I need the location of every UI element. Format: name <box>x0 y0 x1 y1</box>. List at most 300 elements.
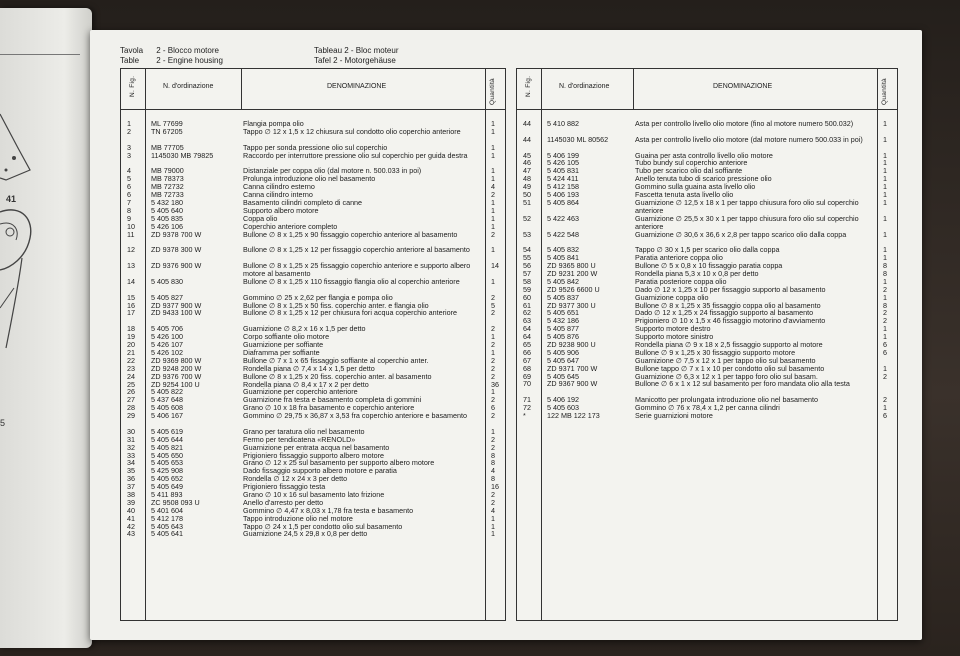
part-description: Prigioniero ∅ 10 x 1,5 x 46 fissaggio motorino d'avviamento <box>635 316 826 326</box>
order-number: 5 426 107 <box>151 340 183 350</box>
quantity: 1 <box>883 190 887 200</box>
order-number: MB 79000 <box>151 166 184 176</box>
parts-rows-right <box>517 120 897 420</box>
page-rule <box>0 54 80 55</box>
header-left <box>120 46 223 66</box>
part-description: Guarnizione ∅ 6,3 x 12 x 1 per tappo foro olio sul basam. <box>635 371 818 381</box>
quantity: 1 <box>491 347 495 357</box>
order-number: 5 405 837 <box>547 292 579 302</box>
quantity: 1 <box>883 332 887 342</box>
fig-number: 70 <box>523 379 531 389</box>
order-number: 5 405 706 <box>151 324 183 334</box>
part-description: Bullone ∅ 8 x 1,25 x 50 fiss. coperchio anter. e flangia olio <box>243 300 429 310</box>
col-header-qty: Quantità <box>881 78 888 105</box>
quantity: 1 <box>491 387 495 397</box>
quantity: 2 <box>491 363 495 373</box>
fig-number: 49 <box>523 182 531 192</box>
part-description: Bullone ∅ 9 x 1,25 x 30 fissaggio supporto motore <box>635 347 796 357</box>
quantity: 2 <box>883 371 887 381</box>
fig-number: 43 <box>127 529 135 539</box>
fig-number: 56 <box>523 261 531 271</box>
fig-number: 54 <box>523 245 531 255</box>
quantity: 1 <box>491 150 495 160</box>
quantity: 1 <box>491 332 495 342</box>
fig-number: 63 <box>523 316 531 326</box>
order-number: MB 78373 <box>151 174 184 184</box>
quantity: 1 <box>883 119 887 128</box>
quantity: 1 <box>491 126 495 136</box>
column-headers <box>517 69 897 110</box>
table-row <box>517 120 897 136</box>
quantity: 1 <box>491 174 495 184</box>
table-row <box>121 530 505 538</box>
quantity: 6 <box>883 340 887 350</box>
part-description: Diaframma per soffiante <box>243 347 320 357</box>
part-description: Guarnizione 24,5 x 29,8 x 0,8 per detto <box>243 529 368 539</box>
order-number: ZD 9378 300 W <box>151 245 202 255</box>
quantity: 16 <box>491 482 499 492</box>
part-description: Bullone ∅ 8 x 1,25 x 12 per fissaggio coperchio anteriore al basamento <box>243 245 470 255</box>
fig-number: 3 <box>127 150 131 160</box>
part-description: Rondella piana ∅ 7,4 x 14 x 1,5 per detto <box>243 363 375 373</box>
order-number: 5 432 186 <box>547 316 579 326</box>
fig-number: 24 <box>127 371 135 381</box>
order-number: 5 412 158 <box>547 182 579 192</box>
part-description: Anello d'arresto per detto <box>243 497 324 507</box>
quantity: 8 <box>883 300 887 310</box>
quantity: 1 <box>491 119 495 128</box>
quantity: 1 <box>491 245 495 255</box>
part-description: Bullone ∅ 8 x 1,25 x 90 fissaggio coperchio anteriore al basamento <box>243 229 458 239</box>
fig-number: 32 <box>127 442 135 452</box>
fig-number: 14 <box>127 276 135 286</box>
fig-number: 45 <box>523 150 531 160</box>
order-number: 5 405 653 <box>151 458 183 468</box>
order-number: 5 405 647 <box>547 355 579 365</box>
header-title-fr: Tableau 2 - Bloc moteur <box>314 46 399 55</box>
fig-number: 12 <box>127 245 135 255</box>
part-description: Anello tenuta tubo di scarico pressione olio <box>635 174 772 184</box>
fig-number: 22 <box>127 355 135 365</box>
part-description: Supporto motore sinistro <box>635 332 714 342</box>
order-number: 5 405 641 <box>151 529 183 539</box>
fig-number: 68 <box>523 363 531 373</box>
fig-number: 6 <box>127 190 131 200</box>
part-description: Tubo bundy sul coperchio anteriore <box>635 158 748 168</box>
header-title-2: 2 - Engine housing <box>156 56 223 65</box>
fig-number: 57 <box>523 269 531 278</box>
table-row <box>121 231 505 247</box>
part-description: Coperchio anteriore completo <box>243 221 338 231</box>
quantity: 1 <box>883 324 887 334</box>
header-title-1: 2 - Blocco motore <box>156 46 219 55</box>
quantity: 2 <box>883 284 887 294</box>
order-number: 5 405 643 <box>151 521 183 531</box>
quantity: 2 <box>491 411 495 421</box>
part-description: Grano ∅ 10 x 18 fra basamento e coperchio anteriore <box>243 403 415 413</box>
part-description: Guaina per asta controllo livello olio motore <box>635 150 773 160</box>
fig-number: 39 <box>127 497 135 507</box>
fig-number: 64 <box>523 332 531 342</box>
part-description: Grano per taratura olio nel basamento <box>243 426 365 436</box>
order-number: 5 405 835 <box>151 213 183 223</box>
quantity: 1 <box>883 363 887 373</box>
fig-number: 27 <box>127 395 135 405</box>
fig-number: 51 <box>523 197 531 207</box>
quantity: 8 <box>883 261 887 271</box>
order-number: ZD 9377 300 U <box>547 300 596 310</box>
col-header-name: DENOMINAZIONE <box>327 83 387 90</box>
fig-number: 40 <box>127 505 135 515</box>
part-description: Gommino ∅ 29,75 x 36,87 x 3,53 fra coperchio anteriore e basamento <box>243 411 468 421</box>
fig-number: 61 <box>523 300 531 310</box>
fig-number: 7 <box>127 197 131 207</box>
fig-number: 41 <box>127 513 135 523</box>
quantity: 5 <box>491 300 495 310</box>
order-number: ZD 9231 200 W <box>547 269 598 278</box>
order-number: 5 405 906 <box>547 347 579 357</box>
part-description: Supporto albero motore <box>243 205 319 215</box>
part-description: Fascetta tenuta asta livello olio <box>635 190 734 200</box>
part-description: Manicotto per prolungata introduzione olio nel basamento <box>635 395 819 405</box>
fig-number: 16 <box>127 300 135 310</box>
part-description: Guarnizione ∅ 7,5 x 12 x 1 per tappo olio sul basamento <box>635 355 816 365</box>
header-title-de: Tafel 2 - Motorgehäuse <box>314 56 396 65</box>
header-right <box>314 46 399 66</box>
quantity: 8 <box>883 269 887 278</box>
part-description: Gommino ∅ 25 x 2,62 per flangia e pompa olio <box>243 292 393 302</box>
part-description: Rondella piana 5,3 x 10 x 0,8 per detto <box>635 269 759 278</box>
part-description: Bullone ∅ 8 x 1,25 x 20 fiss. coperchio anter. al basamento <box>243 371 432 381</box>
quantity: 1 <box>491 142 495 152</box>
part-description: Dado ∅ 12 x 1,25 x 24 fissaggio supporto al basamento <box>635 308 814 318</box>
column-headers <box>121 69 505 110</box>
order-number: 5 412 178 <box>151 513 183 523</box>
quantity: 1 <box>883 197 887 207</box>
part-description: Rondella piana ∅ 8,4 x 17 x 2 per detto <box>243 379 369 389</box>
table-row <box>517 380 897 396</box>
part-description: Rondella ∅ 12 x 24 x 3 per detto <box>243 474 348 484</box>
fig-number: 71 <box>523 395 531 405</box>
order-number: MB 72732 <box>151 182 184 192</box>
order-number: 5 401 604 <box>151 505 183 515</box>
part-description: Distanziale per coppa olio (dal motore n. 500.033 in poi) <box>243 166 422 176</box>
part-description: Paratia anteriore coppa olio <box>635 253 723 263</box>
quantity: 4 <box>491 466 495 476</box>
fig-number: 30 <box>127 426 135 436</box>
fig-number: 66 <box>523 347 531 357</box>
order-number: 5 405 822 <box>151 387 183 397</box>
fig-number: 28 <box>127 403 135 413</box>
figure-number-label-2: 5 <box>0 418 6 428</box>
fig-number: 3 <box>127 142 131 152</box>
order-number: 5 405 649 <box>151 482 183 492</box>
order-number: 5 426 106 <box>151 221 183 231</box>
quantity: 36 <box>491 379 499 389</box>
order-number: ZD 9367 900 W <box>547 379 598 389</box>
header-label-1: Tavola <box>120 46 144 55</box>
order-number: 5 422 548 <box>547 229 579 239</box>
fig-number: 62 <box>523 308 531 318</box>
order-number: 5 411 893 <box>151 489 183 499</box>
quantity: 1 <box>883 292 887 302</box>
order-number: 122 MB 122 173 <box>547 411 600 421</box>
fig-number: 58 <box>523 276 531 286</box>
parts-table-left <box>120 68 506 621</box>
part-description: Serie guarnizioni motore <box>635 411 713 421</box>
fig-number: 31 <box>127 434 135 444</box>
part-description: Guarnizione per coperchio anteriore <box>243 387 358 397</box>
part-description: Guarnizione ∅ 25,5 x 30 x 1 per tappo chiusura foro olio sul coperchio anteriore <box>635 213 859 231</box>
part-description: Bullone ∅ 6 x 1 x 12 sul basamento per foro mandata olio alla testa <box>635 379 850 389</box>
fig-number: 50 <box>523 190 531 200</box>
fig-number: 60 <box>523 292 531 302</box>
part-description: Asta per controllo livello olio motore (fino al motore numero 500.032) <box>635 119 854 128</box>
fig-number: 11 <box>127 229 135 239</box>
fig-number: 55 <box>523 253 531 263</box>
parts-catalog-page <box>90 30 922 640</box>
order-number: 5 405 842 <box>547 276 579 286</box>
part-description: Gommino ∅ 76 x 78,4 x 1,2 per canna cilindri <box>635 403 780 413</box>
quantity: 1 <box>491 276 495 286</box>
col-header-order: N. d'ordinazione <box>559 83 610 90</box>
table-row <box>121 278 505 294</box>
order-number: ZD 9238 900 U <box>547 340 596 350</box>
order-number: TN 67205 <box>151 126 183 136</box>
order-number: ML 77699 <box>151 119 183 128</box>
order-number: 5 422 463 <box>547 213 579 223</box>
quantity: 1 <box>883 158 887 168</box>
part-description: Canna cilindro interno <box>243 190 313 200</box>
fig-number: 25 <box>127 379 135 389</box>
fig-number: * <box>523 411 526 421</box>
part-description: Flangia pompa olio <box>243 119 304 128</box>
part-description: Supporto motore destro <box>635 324 711 334</box>
quantity: 1 <box>883 229 887 239</box>
order-number: 5 405 619 <box>151 426 183 436</box>
part-description: Tappo per sonda pressione olio sul coperchio <box>243 142 388 152</box>
quantity: 4 <box>491 505 495 515</box>
fig-number: 52 <box>523 213 531 223</box>
table-row <box>517 231 897 247</box>
part-description: Bullone tappo ∅ 7 x 1 x 10 per condotto olio sul basamento <box>635 363 825 373</box>
order-number: 5 410 882 <box>547 119 579 128</box>
quantity: 2 <box>883 308 887 318</box>
part-description: Bullone ∅ 8 x 1,25 x 110 fissaggio flangia olio al coperchio anteriore <box>243 276 460 286</box>
exploded-view-fragment <box>0 108 40 368</box>
part-description: Grano ∅ 12 x 25 sul basamento per supporto albero motore <box>243 458 435 468</box>
parts-rows-left <box>121 120 505 538</box>
quantity: 2 <box>491 340 495 350</box>
quantity: 1 <box>491 521 495 531</box>
part-description: Bullone ∅ 8 x 1,25 x 25 fissaggio coperchio anteriore e supporto albero motore al basamento <box>243 261 471 278</box>
fig-number: 20 <box>127 340 135 350</box>
fig-number: 21 <box>127 347 135 357</box>
table-row <box>121 246 505 262</box>
order-number: 5 425 908 <box>151 466 183 476</box>
quantity: 1 <box>883 403 887 413</box>
order-number: ZD 9365 800 U <box>547 261 596 271</box>
header-label-2: Table <box>120 56 140 65</box>
quantity: 2 <box>491 497 495 507</box>
fig-number: 67 <box>523 355 531 365</box>
col-header-name: DENOMINAZIONE <box>713 83 773 90</box>
order-number: ZD 9376 900 W <box>151 261 202 271</box>
part-description: Corpo soffiante olio motore <box>243 332 330 342</box>
part-description: Dado ∅ 12 x 1,25 x 10 per fissaggio supporto al basamento <box>635 284 826 294</box>
fig-number: 44 <box>523 119 531 128</box>
part-description: Dado fissaggio supporto albero motore e paratia <box>243 466 397 476</box>
part-description: Guarnizione coppa olio <box>635 292 709 302</box>
part-description: Guarnizione ∅ 8,2 x 16 x 1,5 per detto <box>243 324 366 334</box>
order-number: 5 405 645 <box>547 371 579 381</box>
order-number: 5 405 841 <box>547 253 579 263</box>
fig-number: 72 <box>523 403 531 413</box>
order-number: 5 405 650 <box>151 450 183 460</box>
order-number: ZD 9526 6600 U <box>547 284 600 294</box>
quantity: 1 <box>883 213 887 223</box>
fig-number: 26 <box>127 387 135 397</box>
fig-number: 9 <box>127 213 131 223</box>
part-description: Tappo introduzione olio nel motore <box>243 513 353 523</box>
fig-number: 6 <box>127 182 131 192</box>
part-description: Prigioniero fissaggio supporto albero motore <box>243 450 385 460</box>
order-number: 5 405 603 <box>547 403 579 413</box>
quantity: 1 <box>491 205 495 215</box>
quantity: 6 <box>883 347 887 357</box>
part-description: Grano ∅ 10 x 16 sul basamento lato frizione <box>243 489 385 499</box>
quantity: 2 <box>883 316 887 326</box>
order-number: 5 437 648 <box>151 395 183 405</box>
order-number: 1145030 ML 80562 <box>547 134 609 144</box>
part-description: Gommino sulla guaina asta livello olio <box>635 182 756 192</box>
order-number: 5 426 105 <box>547 158 579 168</box>
quantity: 2 <box>883 395 887 405</box>
fig-number: 13 <box>127 261 135 271</box>
quantity: 2 <box>491 489 495 499</box>
fig-number: 69 <box>523 371 531 381</box>
part-description: Guarnizione ∅ 12,5 x 18 x 1 per tappo chiusura foro olio sul coperchio anteriore <box>635 197 859 215</box>
fig-number: 19 <box>127 332 135 342</box>
quantity: 2 <box>491 308 495 318</box>
part-description: Guarnizione fra testa e basamento completa di gommini <box>243 395 422 405</box>
table-row <box>121 412 505 428</box>
order-number: 5 424 411 <box>547 174 579 184</box>
table-row <box>517 215 897 231</box>
part-description: Guarnizione per soffiante <box>243 340 324 350</box>
quantity: 1 <box>883 174 887 184</box>
col-header-order: N. d'ordinazione <box>163 83 214 90</box>
part-description: Guarnizione per entrata acqua nel basamento <box>243 442 390 452</box>
fig-number: 59 <box>523 284 531 294</box>
col-header-qty: Quantità <box>489 78 496 105</box>
order-number: ZD 9371 700 W <box>547 363 598 373</box>
order-number: MB 72733 <box>151 190 184 200</box>
order-number: 5 405 608 <box>151 403 183 413</box>
part-description: Basamento cilindri completo di canne <box>243 197 363 207</box>
quantity: 2 <box>491 324 495 334</box>
fig-number: 29 <box>127 411 135 421</box>
part-description: Guarnizione ∅ 30,6 x 36,6 x 2,8 per tappo scarico olio dalla coppa <box>635 229 847 239</box>
quantity: 1 <box>883 150 887 160</box>
quantity: 1 <box>491 213 495 223</box>
order-number: 5 426 100 <box>151 332 183 342</box>
order-number: ZD 9376 700 W <box>151 371 202 381</box>
quantity: 1 <box>491 197 495 207</box>
order-number: 5 405 652 <box>151 474 183 484</box>
quantity: 1 <box>491 166 495 176</box>
fig-number: 34 <box>127 458 135 468</box>
fig-number: 15 <box>127 292 135 302</box>
quantity: 6 <box>491 403 495 413</box>
fig-number: 5 <box>127 174 131 184</box>
quantity: 1 <box>883 253 887 263</box>
part-description: Bullone ∅ 8 x 1,25 x 12 per chiusura fori acqua coperchio anteriore <box>243 308 458 318</box>
order-number: ZD 9433 100 W <box>151 308 202 318</box>
order-number: 5 405 821 <box>151 442 183 452</box>
part-description: Bullone ∅ 5 x 0,8 x 10 fissaggio paratia coppa <box>635 261 783 271</box>
fig-number: 53 <box>523 229 531 239</box>
quantity: 8 <box>491 458 495 468</box>
order-number: ZD 9254 100 U <box>151 379 200 389</box>
part-description: Bullone ∅ 7 x 1 x 65 fissaggio soffiante al coperchio anter. <box>243 355 429 365</box>
quantity: 1 <box>491 529 495 539</box>
part-description: Fermo per tendicatena «RENOLD» <box>243 434 356 444</box>
order-number: ZD 9377 900 W <box>151 300 202 310</box>
fig-number: 8 <box>127 205 131 215</box>
order-number: 5 405 864 <box>547 197 579 207</box>
fig-number: 36 <box>127 474 135 484</box>
quantity: 8 <box>491 474 495 484</box>
order-number: 5 405 877 <box>547 324 579 334</box>
parts-table-right <box>516 68 898 621</box>
fig-number: 2 <box>127 126 131 136</box>
part-description: Tappo ∅ 24 x 1,5 per condotto olio sul basamento <box>243 521 403 531</box>
order-number: ZD 9248 200 W <box>151 363 202 373</box>
order-number: 5 405 827 <box>151 292 183 302</box>
fig-number: 33 <box>127 450 135 460</box>
fig-number: 4 <box>127 166 131 176</box>
order-number: 5 426 102 <box>151 347 183 357</box>
fig-number: 44 <box>523 134 531 144</box>
quantity: 1 <box>491 221 495 231</box>
quantity: 1 <box>491 513 495 523</box>
order-number: 5 406 199 <box>547 150 579 160</box>
previous-page-edge <box>0 8 92 648</box>
order-number: 5 406 167 <box>151 411 183 421</box>
order-number: 5 405 832 <box>547 245 579 255</box>
quantity: 4 <box>491 182 495 192</box>
fig-number: 46 <box>523 158 531 168</box>
table-row <box>517 412 897 420</box>
order-number: 5 406 193 <box>547 190 579 200</box>
fig-number: 65 <box>523 340 531 350</box>
part-description: Canna cilindro esterno <box>243 182 315 192</box>
fig-number: 64 <box>523 324 531 334</box>
part-description: Prigioniero fissaggio testa <box>243 482 326 492</box>
fig-number: 1 <box>127 119 131 128</box>
order-number: 1145030 MB 79825 <box>151 150 214 160</box>
fig-number: 35 <box>127 466 135 476</box>
fig-number: 42 <box>127 521 135 531</box>
quantity: 1 <box>491 426 495 436</box>
fig-number: 37 <box>127 482 135 492</box>
fig-number: 18 <box>127 324 135 334</box>
fig-number: 47 <box>523 166 531 176</box>
table-row <box>517 199 897 215</box>
quantity: 1 <box>883 166 887 176</box>
part-description: Prolunga introduzione olio nel basamento <box>243 174 376 184</box>
